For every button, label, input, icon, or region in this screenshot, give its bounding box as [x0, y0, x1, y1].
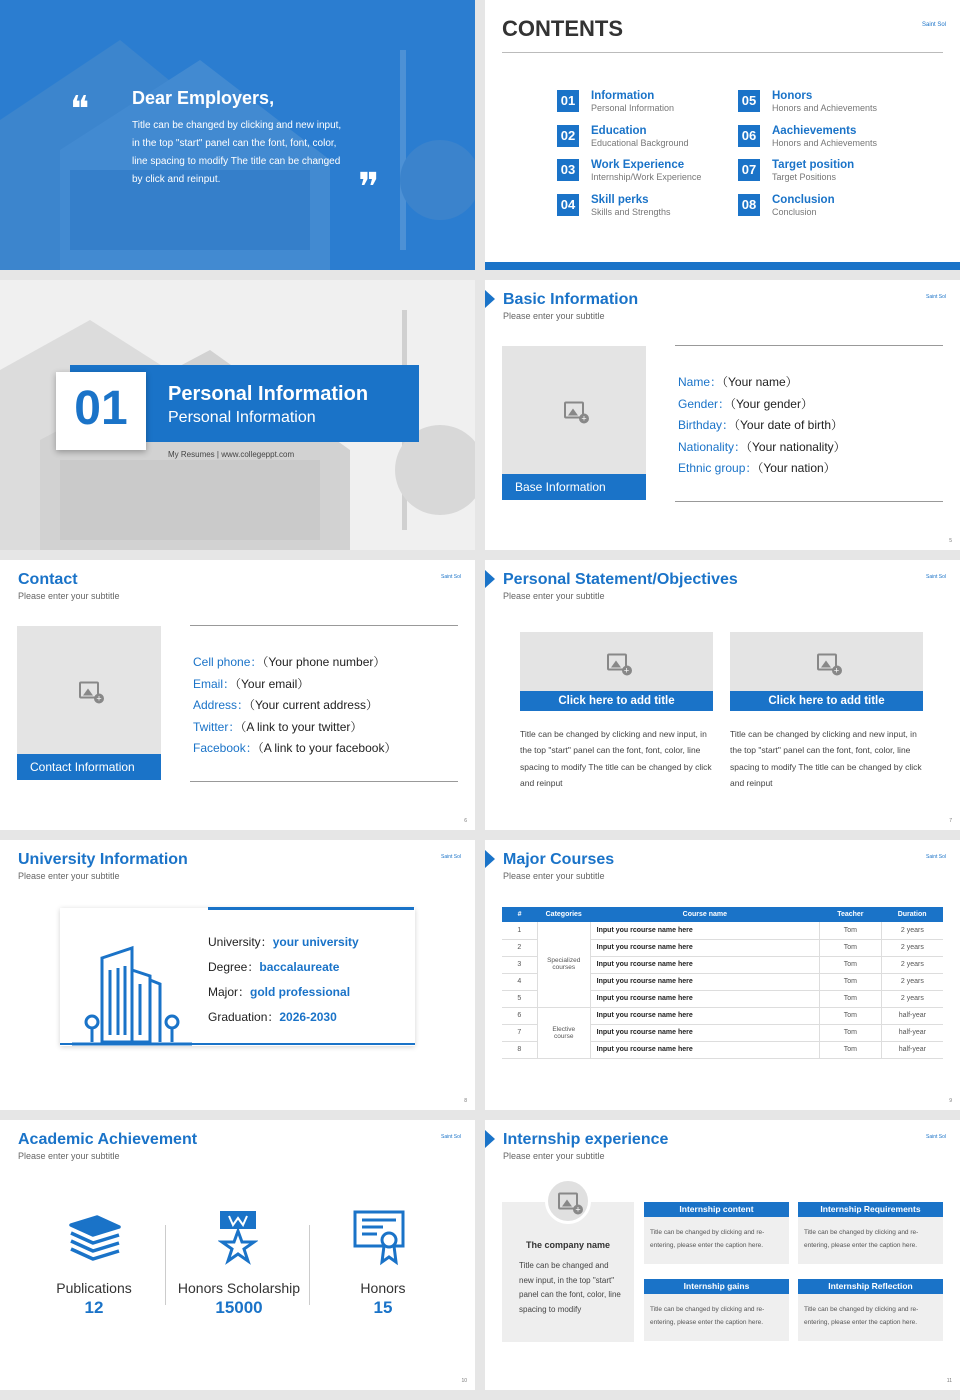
contents-item-title[interactable]: Education — [591, 124, 647, 137]
course-name-cell[interactable]: Input you rcourse name here — [590, 973, 819, 990]
university-row — [208, 955, 359, 980]
row-number: 6 — [502, 1007, 537, 1024]
page-number: 8 — [464, 1098, 467, 1104]
card-body: Title can be changed by clicking and new input, in the top "start" panel can the font, font, color, line spacing to modify The title can be changed by click and reinput — [520, 729, 712, 788]
field-row — [193, 717, 463, 739]
table-header-cell: Teacher — [820, 907, 882, 922]
field-row — [193, 738, 463, 760]
contents-item-sub: Personal Information — [591, 103, 675, 113]
contents-number: 07 — [738, 159, 760, 181]
row-number: 2 — [502, 939, 537, 956]
contents-item-title[interactable]: Aachievements — [772, 124, 857, 137]
section-number: 01 — [74, 382, 128, 435]
contents-item-sub: Honors and Achievements — [772, 137, 878, 148]
course-name-cell[interactable]: Input you rcourse name here — [590, 956, 819, 973]
slide-subtitle: Please enter your subtitle — [18, 591, 120, 601]
table-header-cell: Course name — [590, 907, 819, 922]
company-photo[interactable] — [545, 1178, 591, 1224]
slide-subtitle: Please enter your subtitle — [503, 311, 605, 321]
slide-title: Major Courses — [503, 851, 615, 868]
field-label: Nationality： — [678, 439, 747, 454]
courses-table — [502, 907, 943, 1059]
logo: Saint Sol — [921, 22, 946, 28]
logo: Saint Sol — [440, 574, 461, 580]
title-marker — [485, 290, 495, 308]
rule-top — [190, 625, 458, 626]
slide-title: Basic Information — [503, 291, 639, 308]
contents-number: 04 — [557, 194, 579, 216]
basic-info-fields — [678, 372, 858, 480]
field-value[interactable]: （A link to your twitter） — [240, 719, 363, 734]
contact-fields — [193, 652, 463, 760]
duration-cell[interactable]: 2 years — [881, 922, 943, 939]
bottom-bar — [485, 262, 960, 270]
duration-cell[interactable]: 2 years — [881, 939, 943, 956]
field-row — [678, 415, 858, 437]
field-label: Address： — [193, 698, 250, 713]
row-number: 5 — [502, 990, 537, 1007]
title-marker — [485, 570, 495, 588]
slide-contents — [485, 0, 960, 270]
photo-caption: Contact Information — [17, 754, 161, 780]
slide-subtitle: Please enter your subtitle — [503, 871, 605, 881]
duration-cell[interactable]: half-year — [881, 1024, 943, 1041]
rule-bottom — [675, 501, 943, 502]
rule-bottom — [190, 781, 458, 782]
books-icon — [67, 1215, 123, 1261]
field-row — [193, 652, 463, 674]
category-cell: Specialized courses — [537, 922, 590, 1007]
contents-number: 08 — [738, 194, 760, 216]
contents-item-title[interactable]: Target position — [772, 159, 855, 171]
achievement-value: 12 — [84, 1298, 104, 1317]
logo: Saint Sol — [925, 574, 946, 580]
contents-item-sub: Internship/Work Experience — [591, 172, 702, 182]
photo-placeholder[interactable] — [17, 626, 161, 754]
slide-section-personal — [0, 280, 475, 550]
field-label: Ethnic group： — [678, 461, 758, 476]
contents-item-title[interactable]: Honors — [772, 90, 813, 102]
teacher-cell[interactable]: Tom — [820, 956, 882, 973]
internship-box-body: Title can be changed by clicking and re-entering, please enter the caption here. — [798, 1294, 943, 1341]
contents-item-sub: Honors and Achievements — [772, 103, 878, 113]
achievement-label: Honors Scholarship — [177, 1280, 301, 1296]
page-number: 9 — [949, 1098, 952, 1104]
internship-box-body: Title can be changed by clicking and re-entering, please enter the caption here. — [644, 1217, 789, 1264]
achievement-label: Publications — [56, 1280, 132, 1296]
slide-title: University Information — [18, 851, 188, 868]
table-row — [502, 1007, 943, 1024]
slide-title: Academic Achievement — [18, 1131, 198, 1148]
page-number: 7 — [949, 818, 952, 824]
contents-number: 01 — [557, 90, 579, 112]
duration-cell[interactable]: 2 years — [881, 990, 943, 1007]
field-value[interactable]: （Your email） — [235, 676, 310, 691]
field-value[interactable]: （Your nation） — [757, 461, 836, 476]
image-icon — [79, 682, 99, 699]
internship-box-title[interactable]: Internship gains — [644, 1279, 789, 1294]
slide-major-courses — [485, 840, 960, 1110]
slide1-body: Title can be changed by clicking and new input, in the top "start" panel can the font, font, color, line spacing to modify The title can be changed by click and reinput. — [132, 120, 342, 185]
teacher-cell[interactable]: Tom — [820, 922, 882, 939]
field-value[interactable]: （Your nationality） — [746, 439, 846, 454]
contents-item-sub: Target Positions — [772, 172, 837, 182]
row-number: 7 — [502, 1024, 537, 1041]
logo: Saint Sol — [925, 1134, 946, 1140]
slide1-heading: Dear Employers, — [132, 88, 275, 108]
university-row — [208, 1005, 359, 1030]
field-value[interactable]: （Your phone number） — [262, 655, 386, 669]
field-value[interactable]: （A link to your facebook） — [257, 741, 397, 756]
card-title[interactable]: Click here to add title — [520, 691, 713, 711]
close-quote-icon: ❞ — [358, 165, 380, 211]
field-label: Name： — [678, 375, 723, 389]
achievement-value: 15 — [373, 1298, 393, 1317]
company-body: Title can be changed and new input, in the top "start" panel can the font, color, line spacing to modify — [519, 1261, 621, 1314]
slide-university-info — [0, 840, 475, 1110]
internship-box-title[interactable]: Internship Reflection — [798, 1279, 943, 1294]
slide-subtitle: Please enter your subtitle — [18, 871, 120, 881]
slide-dear-employers — [0, 0, 475, 270]
duration-cell[interactable]: half-year — [881, 1041, 943, 1058]
teacher-cell[interactable]: Tom — [820, 1041, 882, 1058]
contents-item-sub: Educational Background — [591, 137, 689, 148]
teacher-cell[interactable]: Tom — [820, 973, 882, 990]
slide-contact — [0, 560, 475, 830]
row-number: 4 — [502, 973, 537, 990]
field-label: Cell phone： — [193, 655, 263, 669]
image-icon — [607, 653, 627, 670]
field-label: Gender： — [678, 396, 731, 411]
company-name: The company name — [525, 1240, 611, 1250]
slide-title: Contact — [18, 571, 78, 588]
field-row — [678, 372, 858, 394]
field-value[interactable]: baccalaureate — [259, 960, 340, 974]
field-row — [678, 394, 858, 416]
medal-icon — [218, 1211, 258, 1267]
field-row — [193, 695, 463, 717]
field-value[interactable]: （Your date of birth） — [734, 418, 843, 433]
contents-item-title[interactable]: Conclusion — [772, 193, 835, 206]
course-name-cell[interactable]: Input you rcourse name here — [590, 1041, 819, 1058]
slide-title: Personal Statement/Objectives — [503, 571, 738, 588]
open-quote-icon: ❝ — [70, 89, 90, 130]
category-cell: Elective course — [537, 1007, 590, 1058]
title-marker — [485, 1130, 495, 1148]
card-body: Title can be changed by clicking and new input, in the top "start" panel can the font, font, color, line spacing to modify The title can be changed by click and reinput — [730, 729, 922, 788]
internship-box-body: Title can be changed by clicking and re-entering, please enter the caption here. — [644, 1294, 789, 1341]
logo: Saint Sol — [925, 294, 946, 300]
slide-academic-achievement — [0, 1120, 475, 1390]
university-row — [208, 980, 359, 1005]
teacher-cell[interactable]: Tom — [820, 990, 882, 1007]
course-name-cell[interactable]: Input you rcourse name here — [590, 922, 819, 939]
field-value[interactable]: （Your current address） — [249, 698, 378, 713]
field-row — [193, 674, 463, 696]
contents-item-title[interactable]: Skill perks — [591, 193, 649, 206]
field-value[interactable]: gold professional — [250, 985, 351, 999]
field-label: Degree： — [208, 960, 260, 974]
slide-basic-info — [485, 280, 960, 550]
field-label: Facebook： — [193, 741, 258, 756]
field-label: Email： — [193, 676, 236, 691]
field-value[interactable]: 2026-2030 — [279, 1010, 337, 1024]
table-header-cell: # — [502, 907, 537, 922]
page-number: 5 — [949, 538, 952, 544]
certificate-icon — [353, 1210, 405, 1266]
achievement-value: 15000 — [215, 1298, 263, 1317]
page-number: 10 — [461, 1378, 467, 1384]
contents-number: 03 — [557, 159, 579, 181]
row-number: 8 — [502, 1041, 537, 1058]
duration-cell[interactable]: half-year — [881, 1007, 943, 1024]
photo-caption: Base Information — [502, 474, 646, 500]
contents-item-title[interactable]: Information — [591, 90, 655, 102]
duration-cell[interactable]: 2 years — [881, 956, 943, 973]
course-name-cell[interactable]: Input you rcourse name here — [590, 1007, 819, 1024]
course-name-cell[interactable]: Input you rcourse name here — [590, 939, 819, 956]
logo: Saint Sol — [925, 854, 946, 860]
slide-subtitle: Please enter your subtitle — [503, 1151, 605, 1161]
contents-number: 05 — [738, 90, 760, 112]
teacher-cell[interactable]: Tom — [820, 1024, 882, 1041]
contents-item-sub: Skills and Strengths — [591, 206, 671, 217]
card-image-placeholder[interactable] — [730, 632, 923, 691]
section-subtitle: Personal Information — [168, 409, 316, 426]
row-number: 3 — [502, 956, 537, 973]
slide-personal-statement — [485, 560, 960, 830]
slide-title: Internship experience — [503, 1131, 669, 1148]
university-fields — [208, 930, 359, 1030]
card-title[interactable]: Click here to add title — [730, 691, 923, 711]
achievement-label: Honors — [360, 1280, 406, 1296]
field-label: Major： — [208, 985, 251, 999]
table-header-cell: Categories — [537, 907, 590, 922]
title-rule — [502, 52, 943, 53]
internship-box-title[interactable]: Internship content — [644, 1202, 789, 1217]
title-marker — [485, 850, 495, 868]
teacher-cell[interactable]: Tom — [820, 939, 882, 956]
section-title: Personal Information — [168, 383, 369, 405]
internship-box-body: Title can be changed by clicking and re-entering, please enter the caption here. — [798, 1217, 943, 1264]
slide-subtitle: Please enter your subtitle — [503, 591, 605, 601]
buildings-icon — [72, 940, 192, 1050]
logo: Saint Sol — [440, 1134, 461, 1140]
logo: Saint Sol — [440, 854, 461, 860]
table-header-cell: Duration — [881, 907, 943, 922]
card-image-placeholder[interactable] — [520, 632, 713, 691]
rule-top — [675, 345, 943, 346]
table-row — [502, 922, 943, 939]
page-number: 11 — [946, 1378, 952, 1384]
row-number: 1 — [502, 922, 537, 939]
image-icon — [564, 402, 584, 419]
contents-number: 02 — [557, 125, 579, 147]
slide-internship — [485, 1120, 960, 1390]
table-header-row — [502, 907, 943, 922]
field-row — [678, 458, 858, 480]
image-icon — [558, 1193, 578, 1210]
course-name-cell[interactable]: Input you rcourse name here — [590, 1024, 819, 1041]
contents-item-sub: Conclusion — [772, 206, 817, 217]
field-value[interactable]: your university — [272, 935, 359, 949]
page-number: 6 — [464, 818, 467, 824]
internship-box-title[interactable]: Internship Requirements — [798, 1202, 943, 1217]
field-value[interactable]: （Your gender） — [730, 396, 813, 411]
card-top-rule — [208, 907, 414, 910]
contents-number: 06 — [738, 125, 760, 147]
contents-title: CONTENTS — [502, 16, 623, 41]
field-row — [678, 437, 858, 459]
field-label: University： — [208, 935, 273, 949]
duration-cell[interactable]: 2 years — [881, 973, 943, 990]
contents-item-title[interactable]: Work Experience — [591, 159, 685, 171]
image-icon — [817, 653, 837, 670]
photo-placeholder[interactable] — [502, 346, 646, 474]
field-label: Birthday： — [678, 418, 735, 433]
teacher-cell[interactable]: Tom — [820, 1007, 882, 1024]
university-row — [208, 930, 359, 955]
course-name-cell[interactable]: Input you rcourse name here — [590, 990, 819, 1007]
field-value[interactable]: （Your name） — [722, 375, 798, 389]
field-label: Twitter： — [193, 719, 241, 734]
field-label: Graduation： — [208, 1010, 280, 1024]
slide-subtitle: Please enter your subtitle — [18, 1151, 120, 1161]
section-footer: My Resumes | www.collegeppt.com — [168, 450, 295, 459]
